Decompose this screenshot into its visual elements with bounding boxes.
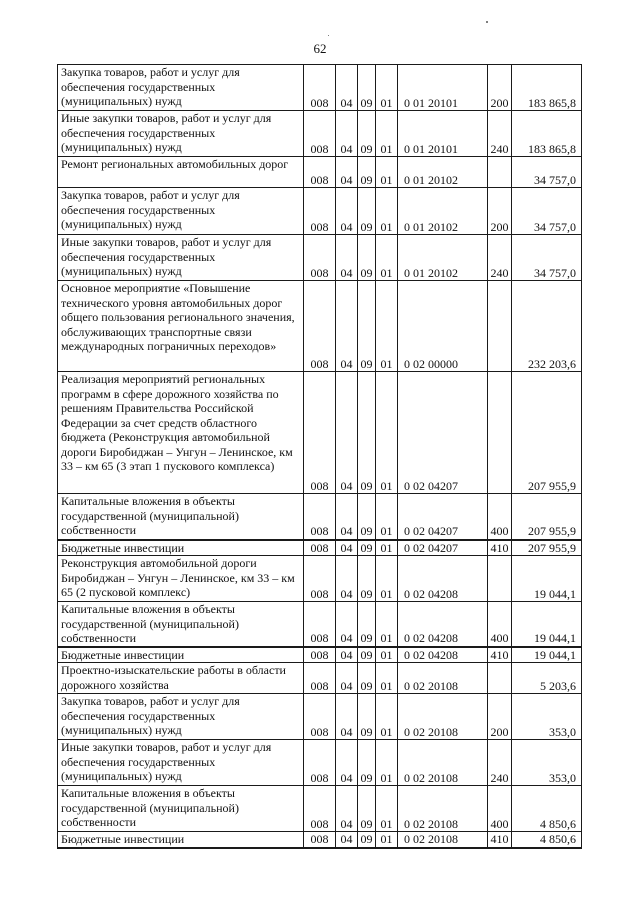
scan-speck xyxy=(328,35,329,36)
section-code-cell: 04 xyxy=(336,663,358,694)
page-number: 62 xyxy=(313,41,327,56)
amount-cell: 5 203,6 xyxy=(512,663,582,694)
amount-cell: 34 757,0 xyxy=(512,157,582,188)
glava-code-cell: 008 xyxy=(304,786,336,832)
program-code-cell: 01 xyxy=(376,663,398,694)
expense-type-code-cell: 240 xyxy=(488,111,512,157)
subsection-code-cell: 09 xyxy=(358,556,376,602)
program-code-cell: 01 xyxy=(376,111,398,157)
budget-table xyxy=(57,64,582,849)
row-name-cell: Ремонт региональных автомобильных дорог xyxy=(58,157,304,188)
table-row xyxy=(58,694,582,740)
section-code-cell: 04 xyxy=(336,602,358,647)
target-article-code-cell: 0 02 20108 xyxy=(398,740,488,786)
row-name-cell: Закупка товаров, работ и услуг для обеспечения государственных (муниципальных) нужд xyxy=(58,65,304,111)
row-name-cell: Реализация мероприятий региональных программ в сфере дорожного хозяйства по решениям Правительства Российской Федерации за счет средств областного бюджета (Реконструкция автомобильной дороги Биробиджан – Унгун – Ленинское, км 33 – км 65 (3 этап 1 пускового комплекса) xyxy=(58,372,304,494)
glava-code-cell: 008 xyxy=(304,281,336,372)
expense-type-code-cell: 240 xyxy=(488,235,512,281)
section-code-cell: 04 xyxy=(336,647,358,663)
section-code-cell: 04 xyxy=(336,281,358,372)
amount-cell: 19 044,1 xyxy=(512,647,582,663)
row-name-cell: Иные закупки товаров, работ и услуг для обеспечения государственных (муниципальных) нужд xyxy=(58,235,304,281)
section-code-cell: 04 xyxy=(336,65,358,111)
expense-type-code-cell xyxy=(488,157,512,188)
program-code-cell: 01 xyxy=(376,281,398,372)
glava-code-cell: 008 xyxy=(304,602,336,647)
program-code-cell: 01 xyxy=(376,647,398,663)
program-code-cell: 01 xyxy=(376,188,398,235)
program-code-cell: 01 xyxy=(376,694,398,740)
glava-code-cell: 008 xyxy=(304,540,336,556)
section-code-cell: 04 xyxy=(336,188,358,235)
table-row xyxy=(58,602,582,647)
expense-type-code-cell: 200 xyxy=(488,694,512,740)
table-row xyxy=(58,188,582,235)
subsection-code-cell: 09 xyxy=(358,663,376,694)
section-code-cell: 04 xyxy=(336,556,358,602)
row-name-cell: Закупка товаров, работ и услуг для обеспечения государственных (муниципальных) нужд xyxy=(58,188,304,235)
glava-code-cell: 008 xyxy=(304,647,336,663)
target-article-code-cell: 0 02 04208 xyxy=(398,556,488,602)
program-code-cell: 01 xyxy=(376,65,398,111)
target-article-code-cell: 0 02 20108 xyxy=(398,832,488,848)
subsection-code-cell: 09 xyxy=(358,740,376,786)
target-article-code-cell: 0 02 00000 xyxy=(398,281,488,372)
expense-type-code-cell: 200 xyxy=(488,188,512,235)
glava-code-cell: 008 xyxy=(304,832,336,848)
row-name-cell: Бюджетные инвестиции xyxy=(58,832,304,848)
expense-type-code-cell xyxy=(488,281,512,372)
target-article-code-cell: 0 01 20102 xyxy=(398,235,488,281)
amount-cell: 183 865,8 xyxy=(512,111,582,157)
section-code-cell: 04 xyxy=(336,786,358,832)
expense-type-code-cell: 410 xyxy=(488,832,512,848)
table-row xyxy=(58,157,582,188)
target-article-code-cell: 0 02 04207 xyxy=(398,540,488,556)
glava-code-cell: 008 xyxy=(304,663,336,694)
subsection-code-cell: 09 xyxy=(358,694,376,740)
subsection-code-cell: 09 xyxy=(358,188,376,235)
glava-code-cell: 008 xyxy=(304,556,336,602)
glava-code-cell: 008 xyxy=(304,494,336,540)
table-row xyxy=(58,494,582,540)
row-name-cell: Капитальные вложения в объекты государственной (муниципальной) собственности xyxy=(58,786,304,832)
table-row xyxy=(58,663,582,694)
amount-cell: 4 850,6 xyxy=(512,832,582,848)
table-row xyxy=(58,647,582,663)
section-code-cell: 04 xyxy=(336,832,358,848)
table-row xyxy=(58,832,582,848)
target-article-code-cell: 0 02 20108 xyxy=(398,663,488,694)
subsection-code-cell: 09 xyxy=(358,157,376,188)
row-name-cell: Капитальные вложения в объекты государственной (муниципальной) собственности xyxy=(58,494,304,540)
amount-cell: 19 044,1 xyxy=(512,556,582,602)
row-name-cell: Реконструкция автомобильной дороги Биробиджан – Унгун – Ленинское, км 33 – км 65 (2 пусковой комплекс) xyxy=(58,556,304,602)
target-article-code-cell: 0 02 20108 xyxy=(398,694,488,740)
row-name-cell: Закупка товаров, работ и услуг для обеспечения государственных (муниципальных) нужд xyxy=(58,694,304,740)
target-article-code-cell: 0 02 04208 xyxy=(398,602,488,647)
subsection-code-cell: 09 xyxy=(358,647,376,663)
row-name-cell: Капитальные вложения в объекты государственной (муниципальной) собственности xyxy=(58,602,304,647)
glava-code-cell: 008 xyxy=(304,111,336,157)
expense-type-code-cell xyxy=(488,556,512,602)
amount-cell: 183 865,8 xyxy=(512,65,582,111)
subsection-code-cell: 09 xyxy=(358,832,376,848)
expense-type-code-cell: 240 xyxy=(488,740,512,786)
program-code-cell: 01 xyxy=(376,157,398,188)
program-code-cell: 01 xyxy=(376,602,398,647)
target-article-code-cell: 0 02 04207 xyxy=(398,494,488,540)
glava-code-cell: 008 xyxy=(304,372,336,494)
section-code-cell: 04 xyxy=(336,157,358,188)
amount-cell: 207 955,9 xyxy=(512,540,582,556)
expense-type-code-cell: 400 xyxy=(488,602,512,647)
target-article-code-cell: 0 01 20102 xyxy=(398,157,488,188)
program-code-cell: 01 xyxy=(376,832,398,848)
amount-cell: 207 955,9 xyxy=(512,494,582,540)
expense-type-code-cell: 410 xyxy=(488,540,512,556)
section-code-cell: 04 xyxy=(336,694,358,740)
expense-type-code-cell: 410 xyxy=(488,647,512,663)
subsection-code-cell: 09 xyxy=(358,65,376,111)
program-code-cell: 01 xyxy=(376,494,398,540)
target-article-code-cell: 0 01 20102 xyxy=(398,188,488,235)
glava-code-cell: 008 xyxy=(304,235,336,281)
table-row xyxy=(58,111,582,157)
program-code-cell: 01 xyxy=(376,740,398,786)
amount-cell: 4 850,6 xyxy=(512,786,582,832)
target-article-code-cell: 0 02 20108 xyxy=(398,786,488,832)
table-row xyxy=(58,786,582,832)
subsection-code-cell: 09 xyxy=(358,786,376,832)
subsection-code-cell: 09 xyxy=(358,602,376,647)
program-code-cell: 01 xyxy=(376,556,398,602)
expense-type-code-cell xyxy=(488,663,512,694)
subsection-code-cell: 09 xyxy=(358,111,376,157)
section-code-cell: 04 xyxy=(336,372,358,494)
table-row xyxy=(58,740,582,786)
table-row xyxy=(58,281,582,372)
glava-code-cell: 008 xyxy=(304,188,336,235)
expense-type-code-cell: 200 xyxy=(488,65,512,111)
glava-code-cell: 008 xyxy=(304,694,336,740)
amount-cell: 232 203,6 xyxy=(512,281,582,372)
expense-type-code-cell: 400 xyxy=(488,494,512,540)
expense-type-code-cell xyxy=(488,372,512,494)
section-code-cell: 04 xyxy=(336,740,358,786)
target-article-code-cell: 0 02 04208 xyxy=(398,647,488,663)
amount-cell: 34 757,0 xyxy=(512,188,582,235)
amount-cell: 207 955,9 xyxy=(512,372,582,494)
subsection-code-cell: 09 xyxy=(358,235,376,281)
scan-speck xyxy=(486,21,488,23)
section-code-cell: 04 xyxy=(336,494,358,540)
table-row xyxy=(58,372,582,494)
program-code-cell: 01 xyxy=(376,372,398,494)
row-name-cell: Бюджетные инвестиции xyxy=(58,647,304,663)
amount-cell: 353,0 xyxy=(512,740,582,786)
row-name-cell: Основное мероприятие «Повышение технического уровня автомобильных дорог общего пользования регионального значения, обслуживающих транспортные связи международных пограничных переходов» xyxy=(58,281,304,372)
glava-code-cell: 008 xyxy=(304,65,336,111)
section-code-cell: 04 xyxy=(336,235,358,281)
amount-cell: 353,0 xyxy=(512,694,582,740)
glava-code-cell: 008 xyxy=(304,740,336,786)
subsection-code-cell: 09 xyxy=(358,494,376,540)
target-article-code-cell: 0 02 04207 xyxy=(398,372,488,494)
row-name-cell: Проектно-изыскательские работы в области дорожного хозяйства xyxy=(58,663,304,694)
program-code-cell: 01 xyxy=(376,786,398,832)
row-name-cell: Бюджетные инвестиции xyxy=(58,540,304,556)
section-code-cell: 04 xyxy=(336,540,358,556)
subsection-code-cell: 09 xyxy=(358,281,376,372)
table-row xyxy=(58,235,582,281)
program-code-cell: 01 xyxy=(376,235,398,281)
expense-type-code-cell: 400 xyxy=(488,786,512,832)
amount-cell: 34 757,0 xyxy=(512,235,582,281)
target-article-code-cell: 0 01 20101 xyxy=(398,111,488,157)
table-row xyxy=(58,540,582,556)
table-body xyxy=(58,65,582,848)
target-article-code-cell: 0 01 20101 xyxy=(398,65,488,111)
section-code-cell: 04 xyxy=(336,111,358,157)
glava-code-cell: 008 xyxy=(304,157,336,188)
subsection-code-cell: 09 xyxy=(358,372,376,494)
row-name-cell: Иные закупки товаров, работ и услуг для обеспечения государственных (муниципальных) нужд xyxy=(58,111,304,157)
amount-cell: 19 044,1 xyxy=(512,602,582,647)
subsection-code-cell: 09 xyxy=(358,540,376,556)
row-name-cell: Иные закупки товаров, работ и услуг для обеспечения государственных (муниципальных) нужд xyxy=(58,740,304,786)
table-row xyxy=(58,556,582,602)
program-code-cell: 01 xyxy=(376,540,398,556)
table-row xyxy=(58,65,582,111)
